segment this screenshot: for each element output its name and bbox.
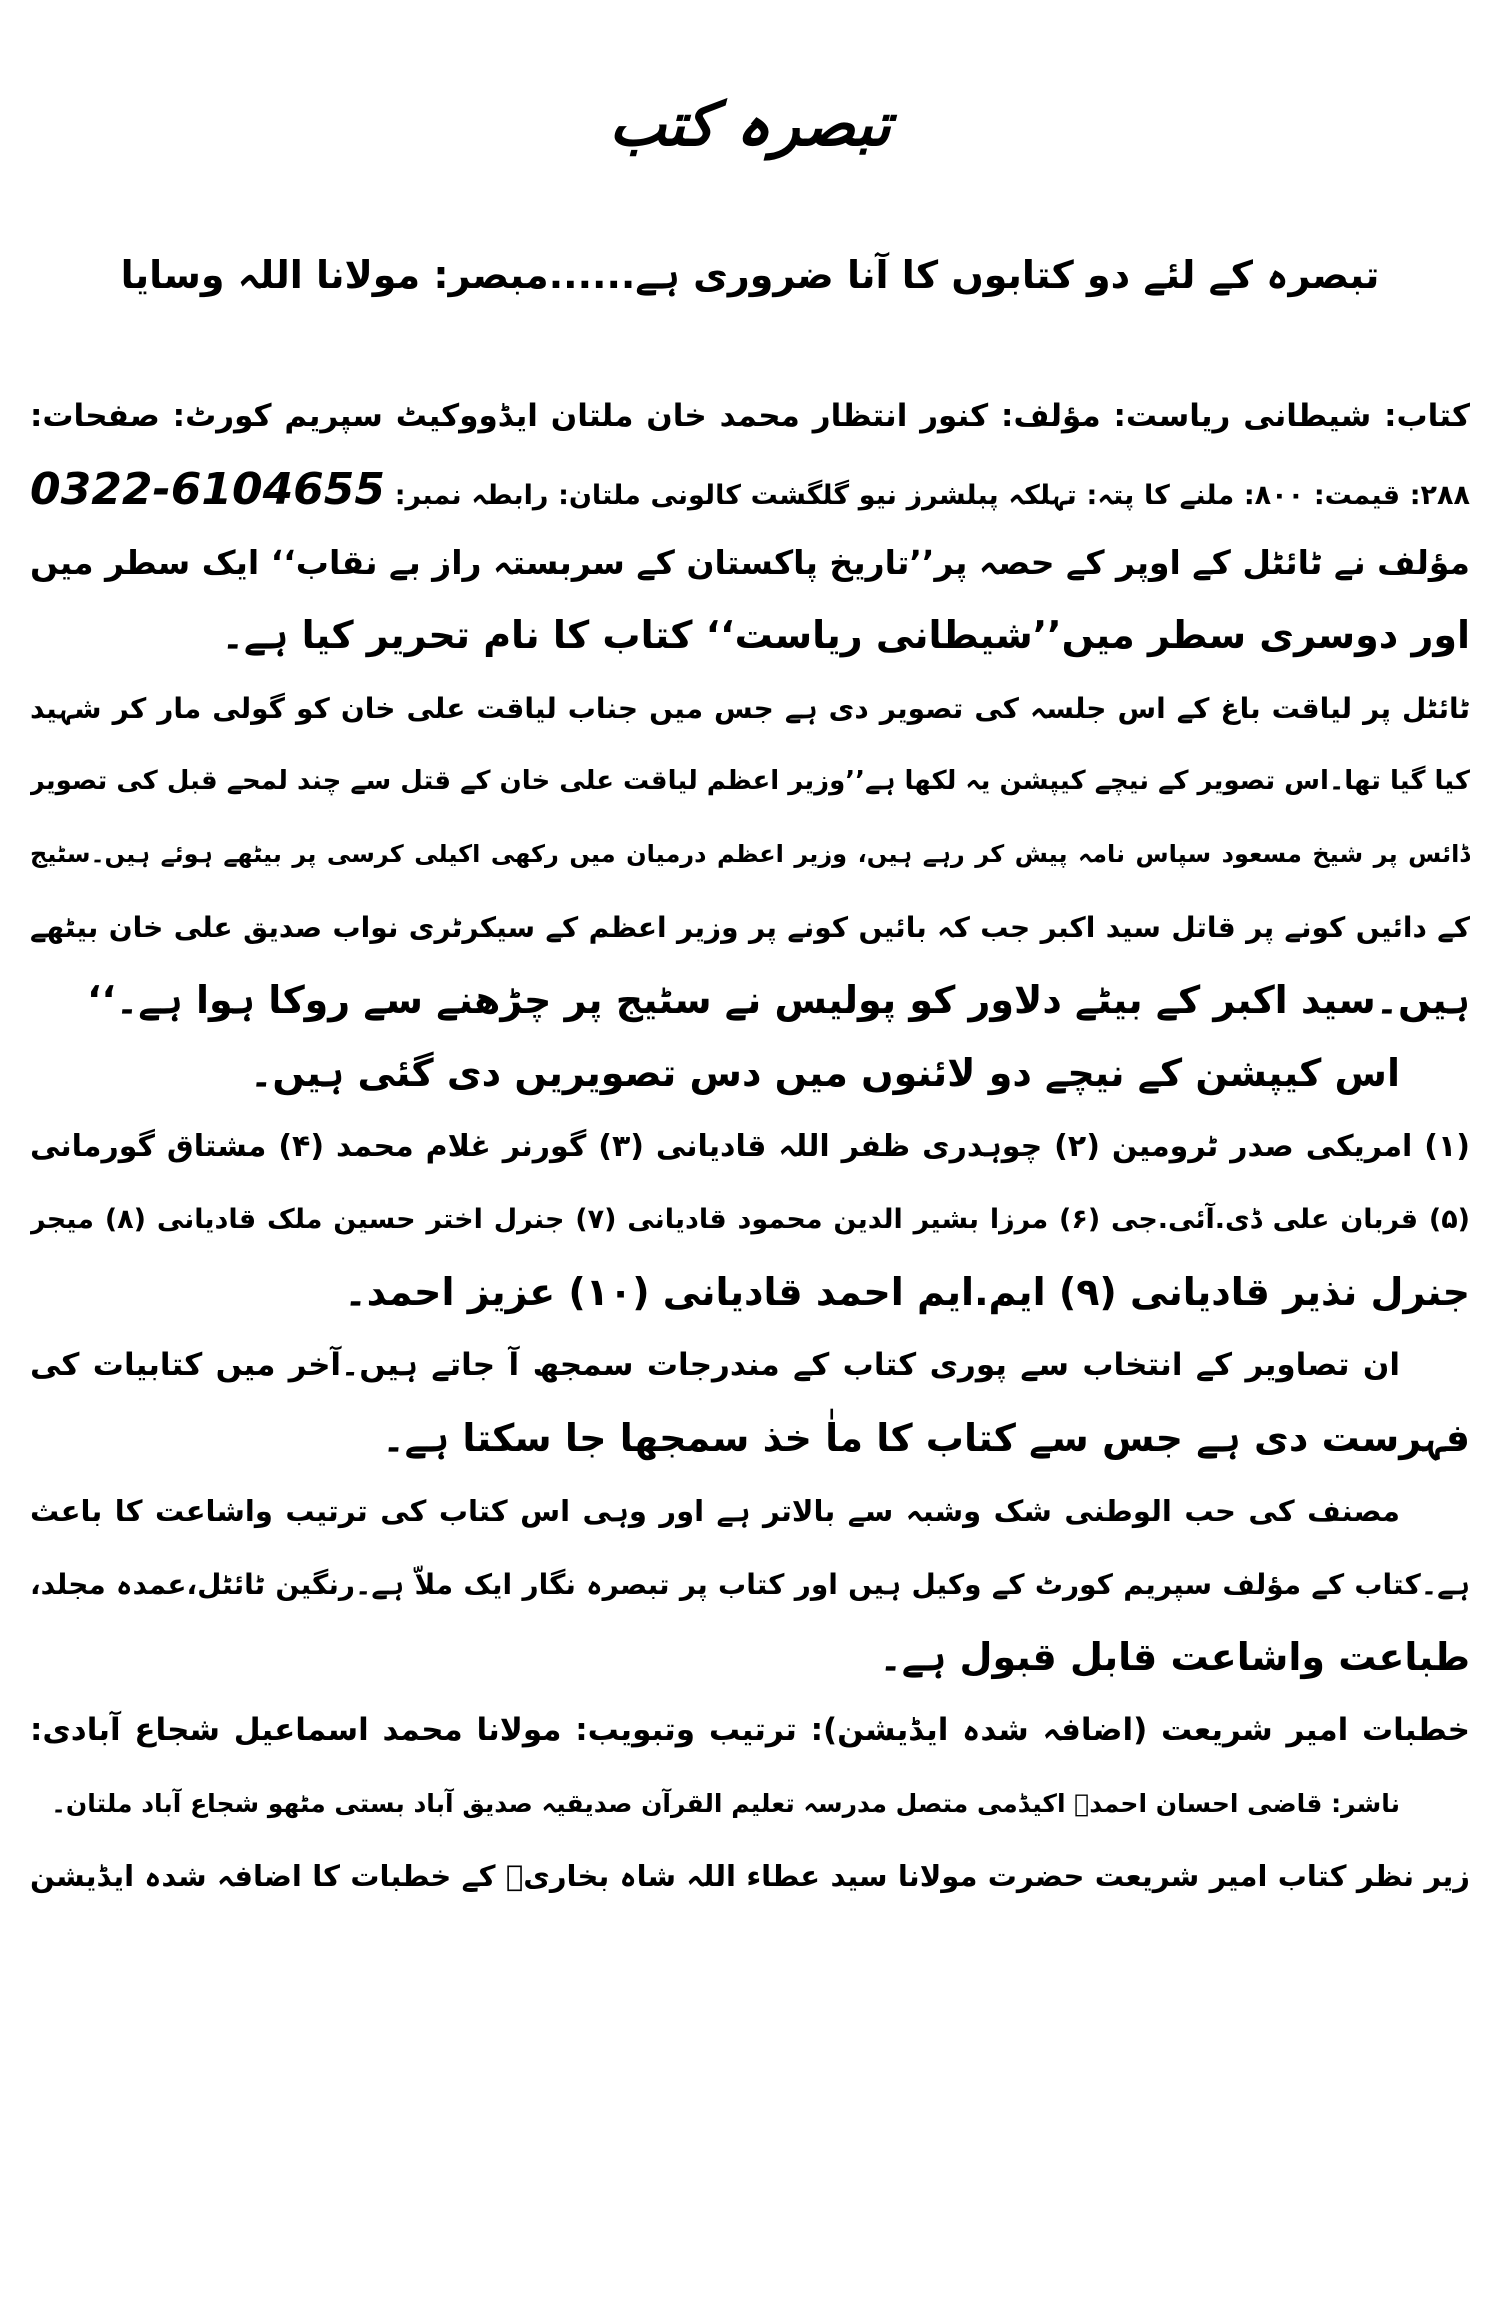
p2-line-1: ٹائٹل پر لیاقت باغ کے اس جلسہ کی تصویر دی ہے جس میں جناب لیاقت علی خان کو گولی مار کر شہید <box>30 692 1470 725</box>
page <box>30 0 1470 2300</box>
p2-line-2: کیا گیا تھا۔اس تصویر کے نیچے کیپشن یہ لکھا ہے’’وزیر اعظم لیاقت علی خان کے قتل سے چند لمحے قبل کی تصویر <box>30 766 1470 796</box>
p6-line-3: طباعت واشاعت قابل قبول ہے۔ <box>879 1635 1470 1679</box>
book1-phone-number: 0322-6104655 <box>30 464 386 515</box>
p5-line-2: فہرست دی ہے جس سے کتاب کا ماٰ خذ سمجھا جا سکتا ہے۔ <box>382 1416 1470 1460</box>
book1-info-text: ۲۸۸: قیمت: ۸۰۰: ملنے کا پتہ: تہلکہ پبلشرز نیو گلگشت کالونی ملتان: رابطہ نمبر: <box>394 480 1470 511</box>
p5-line-1: ان تصاویر کے انتخاب سے پوری کتاب کے مندرجات سمجھ آ جاتے ہیں۔آخر میں کتابیات کی <box>30 1347 1400 1383</box>
p4-line-2: (۵) قربان علی ڈی.آئی.جی (۶) مرزا بشیر الدین محمود قادیانی (۷) جنرل اختر حسین ملک قادیانی (۸) میجر <box>30 1204 1470 1235</box>
p6-line-1: مصنف کی حب الوطنی شک وشبہ سے بالاتر ہے اور وہی اس کتاب کی ترتیب واشاعت کا باعث <box>30 1494 1400 1528</box>
p2-line-3: ڈائس پر شیخ مسعود سپاس نامہ پیش کر رہے ہیں، وزیر اعظم درمیان میں رکھی اکیلی کرسی پر بیٹھے ہوئے ہیں۔سٹیج <box>30 840 1470 868</box>
book1-info-line-2 <box>30 453 1470 526</box>
book2-line-1: خطبات امیر شریعت (اضافہ شدہ ایڈیشن): ترتیب وتبویب: مولانا محمد اسماعیل شجاع آبادی: <box>30 1712 1470 1748</box>
p2-line-5: ہیں۔سید اکبر کے بیٹے دلاور کو پولیس نے سٹیج پر چڑھنے سے روکا ہوا ہے۔‘‘ <box>87 978 1470 1022</box>
book1-info-line-1: کتاب: شیطانی ریاست: مؤلف: کنور انتظار محمد خان ملتان ایڈووکیٹ سپریم کورٹ: صفحات: <box>30 398 1470 434</box>
article-body <box>30 380 1470 1913</box>
p4-line-3: جنرل نذیر قادیانی (۹) ایم.ایم احمد قادیانی (۱۰) عزیز احمد۔ <box>344 1270 1470 1314</box>
p1-line-2: اور دوسری سطر میں’’شیطانی ریاست‘‘ کتاب کا نام تحریر کیا ہے۔ <box>221 613 1470 657</box>
p6-line-2: ہے۔کتاب کے مؤلف سپریم کورٹ کے وکیل ہیں اور کتاب پر تبصرہ نگار ایک ملاّ ہے۔رنگین ٹائٹل،عمدہ مجلد، <box>30 1568 1470 1601</box>
book2-line-3: زیر نظر کتاب امیر شریعت حضرت مولانا سید عطاء اللہ شاہ بخاریؒ کے خطبات کا اضافہ شدہ ایڈیشن <box>30 1859 1470 1893</box>
p2-line-4: کے دائیں کونے پر قاتل سید اکبر جب کہ بائیں کونے پر وزیر اعظم کے سیکرٹری نواب صدیق علی خان بیٹھے <box>30 911 1470 944</box>
page-subtitle: تبصرہ کے لئے دو کتابوں کا آنا ضروری ہے......مبصر: مولانا اللہ وسایا <box>120 253 1380 297</box>
p1-line-1: مؤلف نے ٹائٹل کے اوپر کے حصہ پر’’تاریخ پاکستان کے سربستہ راز بے نقاب‘‘ ایک سطر میں <box>30 543 1470 582</box>
book2-line-2: ناشر: قاضی احسان احمدؒ اکیڈمی متصل مدرسہ تعلیم القرآن صدیقیہ صدیق آباد بستی مٹھو شجاع آباد ملتان۔ <box>51 1789 1400 1818</box>
page-title: تبصرہ کتب <box>609 90 891 160</box>
p4-line-1: (۱) امریکی صدر ٹرومین (۲) چوہدری ظفر اللہ قادیانی (۳) گورنر غلام محمد (۴) مشتاق گورمانی <box>30 1129 1470 1164</box>
p3-line-1: اس کیپشن کے نیچے دو لائنوں میں دس تصویریں دی گئی ہیں۔ <box>250 1051 1400 1095</box>
